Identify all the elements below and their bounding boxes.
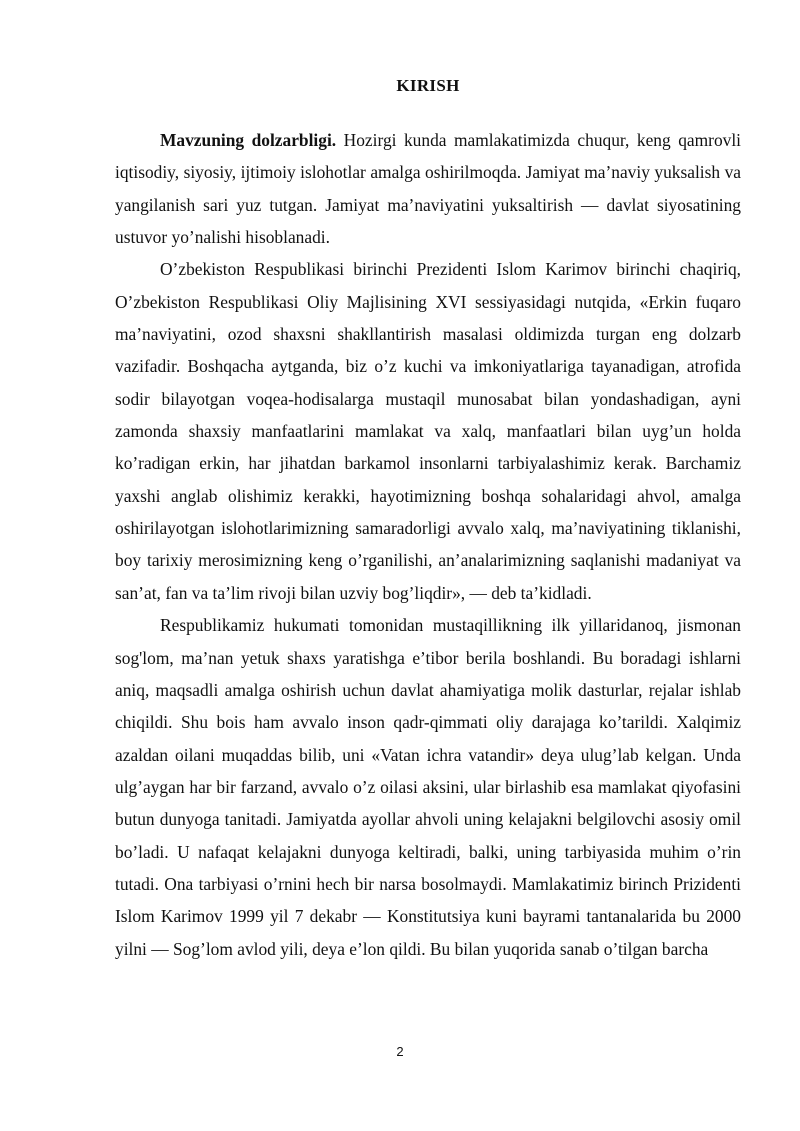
paragraph-text: Hozirgi kunda mamlakatimizda chuqur, keng qamrovli iqtisodiy, siyosiy, ijtimoiy islohotlar amalga oshirilmoqda. Jamiyat ma’naviy yuksalish va yangilanish sari yuz tutgan. Jamiyat ma’naviyatini yuksaltirish — davlat siyosatining ustuvor yo’nalishi hisoblanadi. xyxy=(115,130,741,248)
paragraph-lead: Mavzuning dolzarbligi. xyxy=(160,130,337,150)
paragraph-1 xyxy=(115,124,741,253)
document-body xyxy=(115,124,741,965)
section-title: KIRISH xyxy=(396,76,460,95)
paragraph-2 xyxy=(115,253,741,609)
paragraph-text: O’zbekiston Respublikasi birinchi Prezidenti Islom Karimov birinchi chaqiriq, O’zbekiston Respublikasi Oliy Majlisining XVI sessiyasidagi nutqida, «Erkin fuqaro ma’naviyatini, ozod shaxsni shakllantirish masalasi oldimizda turgan eng dolzarb vazifadir. Boshqacha aytganda, biz o’z kuchi va imkoniyatlariga tayanadigan, atrofida sodir bilayotgan voqea-hodisalarga mustaqil munosabat bilan yondashadigan, ayni zamonda shaxsiy manfaatlarini mamlakat va xalq, manfaatlari bilan uyg’un holda ko’radigan erkin, har jihatdan barkamol insonlarni tarbiyalashimiz kerak. Barchamiz yaxshi anglab olishimiz kerakki, hayotimizning boshqa sohalaridagi ahvol, amalga oshirilayotgan islohotlarimizning samaradorligi avvalo xalq, ma’naviyatining tiklanishi, boy tarixiy merosimizning keng o’rganilishi, an’analarimizning saqlanishi madaniyat va san’at, fan va ta’lim rivoji bilan uzviy bog’liqdir», — deb ta’kidladi. xyxy=(115,259,741,603)
paragraph-text: Respublikamiz hukumati tomonidan mustaqillikning ilk yillaridanoq, jismonan sog'lom, ma’nan yetuk shaxs yaratishga e’tibor berila boshlandi. Bu boradagi ishlarni aniq, maqsadli amalga oshirish uchun davlat ahamiyatiga molik dasturlar, rejalar ishlab chiqildi. Shu bois ham avvalo inson qadr-qimmati oliy darajaga ko’tarildi. Xalqimiz azaldan oilani muqaddas bilib, uni «Vatan ichra vatandir» deya ulug’lab kelgan. Unda ulg’aygan har bir farzand, avvalo o’z oilasi aksini, ular birlashib esa mamlakat qiyofasini butun dunyoga tanitadi. Jamiyatda ayollar ahvoli uning kelajakni belgilovchi asosiy omil bo’ladi. U nafaqat kelajakni dunyoga keltiradi, balki, uning tarbiyasida muhim o’rin tutadi. Ona tarbiyasi o’rnini hech bir narsa bosolmaydi. Mamlakatimiz birinch Prizidenti Islom Karimov 1999 yil 7 dekabr — Konstitutsiya kuni bayrami tantanalarida bu 2000 yilni — Sog’lom avlod yili, deya e’lon qildi. Bu bilan yuqorida sanab o’tilgan barcha xyxy=(115,615,741,959)
page-number: 2 xyxy=(396,1044,404,1059)
paragraph-3 xyxy=(115,609,741,965)
